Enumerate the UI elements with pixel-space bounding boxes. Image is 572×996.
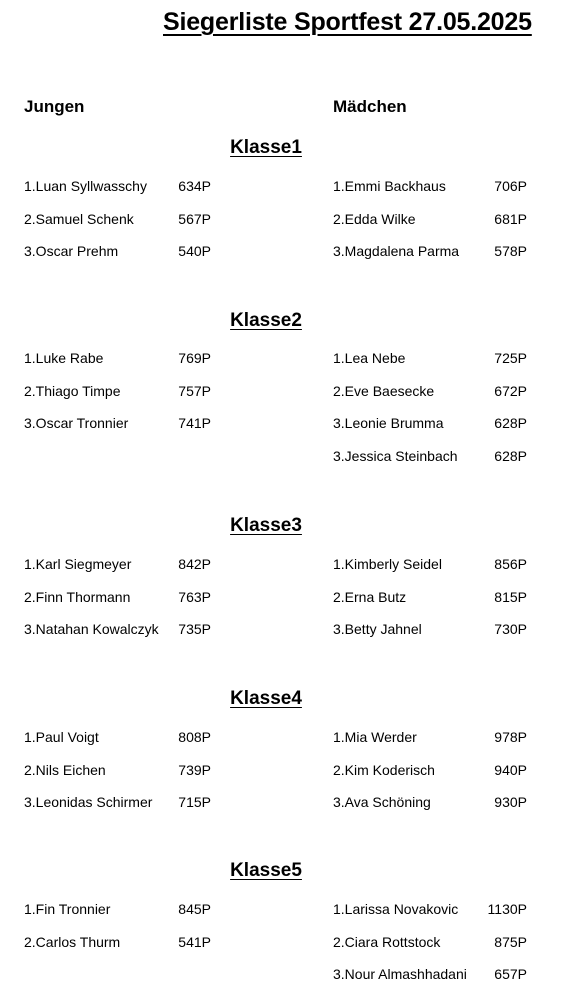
winner-name: 2.Eve Baesecke: [333, 382, 435, 399]
class-heading: Klasse1: [230, 137, 302, 158]
winner-points: 930P: [494, 794, 527, 811]
winner-name: 1.Karl Siegmeyer: [24, 556, 132, 572]
boys-result-row: [24, 349, 211, 367]
girls-result-row: [333, 728, 527, 746]
winner-points: 725P: [494, 350, 527, 366]
boys-result-row: [24, 933, 211, 951]
winner-points: 1130P: [487, 901, 527, 917]
boys-result-row: [24, 210, 211, 228]
girls-result-row: [333, 555, 527, 573]
class-heading: Klasse5: [230, 860, 302, 881]
winner-name: 1.Lea Nebe: [333, 350, 406, 366]
winner-name: 2.Erna Butz: [333, 588, 407, 605]
winner-name: 1.Paul Voigt: [24, 729, 99, 745]
girls-result-row: [333, 349, 527, 367]
winner-points: 735P: [178, 621, 211, 638]
winner-points: 681P: [494, 210, 527, 227]
winner-points: 842P: [178, 556, 211, 572]
girls-result-row: [333, 933, 527, 951]
boys-result-row: [24, 242, 211, 260]
winner-name: 3.Magdalena Parma: [333, 243, 460, 260]
winner-points: 741P: [178, 415, 211, 432]
boys-result-row: [24, 900, 211, 918]
boys-result-row: [24, 761, 211, 779]
winner-points: 739P: [178, 761, 211, 778]
boys-result-row: [24, 414, 211, 432]
winner-points: 763P: [178, 588, 211, 605]
girls-result-row: [333, 447, 527, 465]
boys-column-heading: Jungen: [24, 97, 85, 116]
winner-name: 2.Nils Eichen: [24, 761, 106, 778]
winner-name: 2.Thiago Timpe: [24, 382, 121, 399]
winner-points: 769P: [178, 350, 211, 366]
winner-name: 1.Fin Tronnier: [24, 901, 111, 917]
winner-points: 628P: [494, 448, 527, 465]
winner-name: 3.Nour Almashhadani: [333, 966, 467, 983]
winner-points: 856P: [494, 556, 527, 572]
boys-result-row: [24, 177, 211, 195]
winner-points: 978P: [494, 729, 527, 745]
girls-result-row: [333, 242, 527, 260]
winner-points: 845P: [178, 901, 211, 917]
winner-name: 2.Samuel Schenk: [24, 210, 134, 227]
class-heading: Klasse4: [230, 688, 302, 709]
winner-points: 706P: [494, 178, 527, 194]
winner-name: 3.Oscar Tronnier: [24, 415, 129, 432]
winner-name: 3.Ava Schöning: [333, 794, 431, 811]
winner-name: 2.Ciara Rottstock: [333, 933, 441, 950]
girls-result-row: [333, 900, 527, 918]
boys-result-row: [24, 793, 211, 811]
winner-name: 1.Luke Rabe: [24, 350, 104, 366]
page-title: Siegerliste Sportfest 27.05.2025: [163, 8, 532, 36]
winner-points: 540P: [178, 243, 211, 260]
winner-name: 1.Mia Werder: [333, 729, 417, 745]
boys-result-row: [24, 588, 211, 606]
winner-name: 1.Larissa Novakovic: [333, 901, 459, 917]
winner-name: 3.Oscar Prehm: [24, 243, 119, 260]
winner-name: 1.Emmi Backhaus: [333, 178, 446, 194]
winner-points: 567P: [178, 210, 211, 227]
girls-result-row: [333, 382, 527, 400]
winner-name: 3.Leonidas Schirmer: [24, 794, 153, 811]
winner-points: 628P: [494, 415, 527, 432]
winner-points: 815P: [494, 588, 527, 605]
girls-result-row: [333, 965, 527, 983]
boys-result-row: [24, 728, 211, 746]
winner-points: 578P: [494, 243, 527, 260]
boys-result-row: [24, 382, 211, 400]
girls-result-row: [333, 793, 527, 811]
winner-points: 730P: [494, 621, 527, 638]
girls-result-row: [333, 761, 527, 779]
class-heading: Klasse2: [230, 310, 302, 331]
winner-name: 3.Leonie Brumma: [333, 415, 444, 432]
winner-points: 875P: [494, 933, 527, 950]
girls-result-row: [333, 177, 527, 195]
girls-result-row: [333, 210, 527, 228]
boys-result-row: [24, 620, 211, 638]
girls-result-row: [333, 414, 527, 432]
winner-name: 2.Carlos Thurm: [24, 933, 121, 950]
girls-column-heading: Mädchen: [333, 97, 407, 116]
winner-points: 634P: [178, 178, 211, 194]
winner-name: 1.Kimberly Seidel: [333, 556, 442, 572]
boys-result-row: [24, 555, 211, 573]
winner-points: 808P: [178, 729, 211, 745]
winner-name: 2.Finn Thormann: [24, 588, 131, 605]
winner-points: 541P: [178, 933, 211, 950]
winner-name: 2.Kim Koderisch: [333, 761, 435, 778]
winner-points: 657P: [494, 966, 527, 983]
winner-points: 715P: [178, 794, 211, 811]
girls-result-row: [333, 588, 527, 606]
winner-points: 757P: [178, 382, 211, 399]
winner-points: 940P: [494, 761, 527, 778]
winner-name: 3.Jessica Steinbach: [333, 448, 458, 465]
winner-name: 2.Edda Wilke: [333, 210, 416, 227]
winner-name: 1.Luan Syllwasschy: [24, 178, 147, 194]
girls-result-row: [333, 620, 527, 638]
winner-name: 3.Natahan Kowalczyk: [24, 621, 159, 638]
winner-name: 3.Betty Jahnel: [333, 621, 422, 638]
class-heading: Klasse3: [230, 515, 302, 536]
winner-points: 672P: [494, 382, 527, 399]
